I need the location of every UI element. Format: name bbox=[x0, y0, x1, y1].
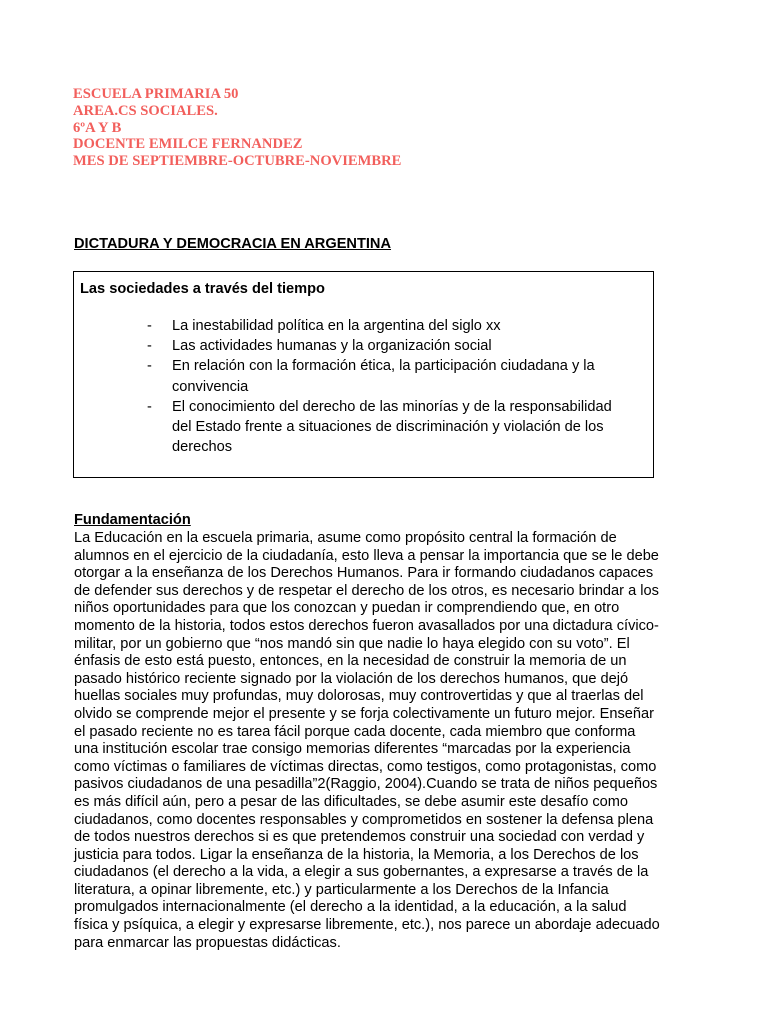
body-text-line: justicia para todos. Ligar la enseñanza de la historia, la Memoria, a los Derechos de los bbox=[74, 846, 639, 863]
document-title: DICTADURA Y DEMOCRACIA EN ARGENTINA bbox=[74, 236, 392, 252]
body-text-line: huellas sociales muy profundas, muy dolorosas, muy controvertidas y que al traerlas del bbox=[74, 688, 644, 705]
topics-list bbox=[74, 316, 642, 457]
body-text-line: otorgar a la enseñanza de los Derechos Humanos. Para ir formando ciudadanos capaces bbox=[74, 565, 654, 582]
body-text-line: promulgados internacionalmente (el derecho a la identidad, a la educación, a la salud bbox=[74, 899, 627, 916]
body-text-line: militar, por un gobierno que “nos mandó sin que nadie lo haya elegido con su voto”. El bbox=[74, 635, 630, 652]
body-text-line: ciudadanos (el derecho a la vida, a elegir a sus gobernantes, a expresarse a través de la bbox=[74, 864, 649, 881]
school-header bbox=[73, 86, 401, 170]
body-text-line: como víctimas o familiares de víctimas directas, como testigos, como protagonistas, como bbox=[74, 758, 657, 775]
body-text-line: énfasis de esto está puesto, entonces, en la necesidad de construir la memoria de un bbox=[74, 653, 627, 670]
body-text-line: una institución escolar trae consigo memorias diferentes “marcadas por la experiencia bbox=[74, 741, 631, 758]
dash-bullet: - bbox=[147, 398, 152, 415]
topic-item-line: convivencia bbox=[172, 378, 249, 395]
body-text-line: física y psíquica, a elegir y expresarse libremente, etc.), nos parece un abordaje adecuado bbox=[74, 917, 660, 934]
topic-item bbox=[74, 356, 642, 396]
topic-item-line: La inestabilidad política en la argentina del siglo xx bbox=[172, 318, 501, 334]
header-line-months: MES DE SEPTIEMBRE-OCTUBRE-NOVIEMBRE bbox=[73, 153, 402, 170]
body-text-line: pasado histórico reciente signado por la violación de los derechos humanos, que dejó bbox=[74, 670, 629, 687]
body-text-line: olvido se comprende mejor el presente y se forja colectivamente un futuro mejor. Enseñar bbox=[74, 705, 654, 722]
topic-item bbox=[74, 397, 642, 458]
body-text-line: pasivos ciudadanos de una pesadilla”2(Raggio, 2004).Cuando se trata de niños pequeños bbox=[74, 776, 658, 793]
body-text-line: el pasado reciente no es tarea fácil porque cada docente, cada miembro que conforma bbox=[74, 723, 636, 740]
body-text-line: alumnos en el ejercicio de la ciudadanía, esto lleva a pensar la importancia que se le debe bbox=[74, 547, 659, 564]
body-text-line: momento de la historia, todos estos derechos fueron avasallados por una dictadura cívico- bbox=[74, 617, 659, 634]
header-line-teacher: DOCENTE EMILCE FERNANDEZ bbox=[73, 136, 303, 153]
body-text-line: niños oportunidades para que los conozcan y puedan ir comprendiendo que, en otro bbox=[74, 600, 620, 617]
topic-item-line: El conocimiento del derecho de las minorías y de la responsabilidad bbox=[172, 398, 612, 415]
topic-item-line: derechos bbox=[172, 439, 233, 456]
topic-item-line: del Estado frente a situaciones de discriminación y violación de los bbox=[172, 419, 604, 436]
header-line-grade: 6ºA Y B bbox=[73, 119, 122, 136]
body-text-line: para enmarcar las propuestas didácticas. bbox=[74, 934, 341, 951]
topic-item-line: Las actividades humanas y la organización social bbox=[172, 338, 492, 355]
dash-bullet: - bbox=[147, 338, 152, 355]
body-text-line: La Educación en la escuela primaria, asume como propósito central la formación de bbox=[74, 530, 617, 546]
header-line-area: AREA.CS SOCIALES. bbox=[73, 102, 218, 119]
body-text-line: ciudadanos, como docentes responsables y comprometidos en sostener la defensa plena bbox=[74, 811, 654, 828]
fundamentacion-body bbox=[74, 530, 704, 952]
body-text-line: de defender sus derechos y de respetar el derecho de los otros, es necesario brindar a los bbox=[74, 582, 659, 599]
header-line-school: ESCUELA PRIMARIA 50 bbox=[73, 86, 239, 102]
dash-bullet: - bbox=[147, 358, 152, 375]
topics-box bbox=[73, 271, 654, 478]
topic-item-line: En relación con la formación ética, la participación ciudadana y la bbox=[172, 358, 595, 375]
dash-bullet: - bbox=[147, 318, 152, 334]
body-text-line: es más difícil aún, pero a pesar de las dificultades, se debe asumir este desafío como bbox=[74, 793, 629, 810]
body-text-line: literatura, a opinar libremente, etc.) y particularmente a los Derechos de la Infancia bbox=[74, 881, 609, 898]
topic-item bbox=[74, 316, 642, 336]
topics-box-heading: Las sociedades a través del tiempo bbox=[80, 281, 325, 297]
fundamentacion-heading: Fundamentación bbox=[74, 512, 191, 528]
body-text-line: de todos nuestros derechos si es que pretendemos construir una sociedad con verdad y bbox=[74, 829, 645, 846]
topic-item bbox=[74, 336, 642, 356]
